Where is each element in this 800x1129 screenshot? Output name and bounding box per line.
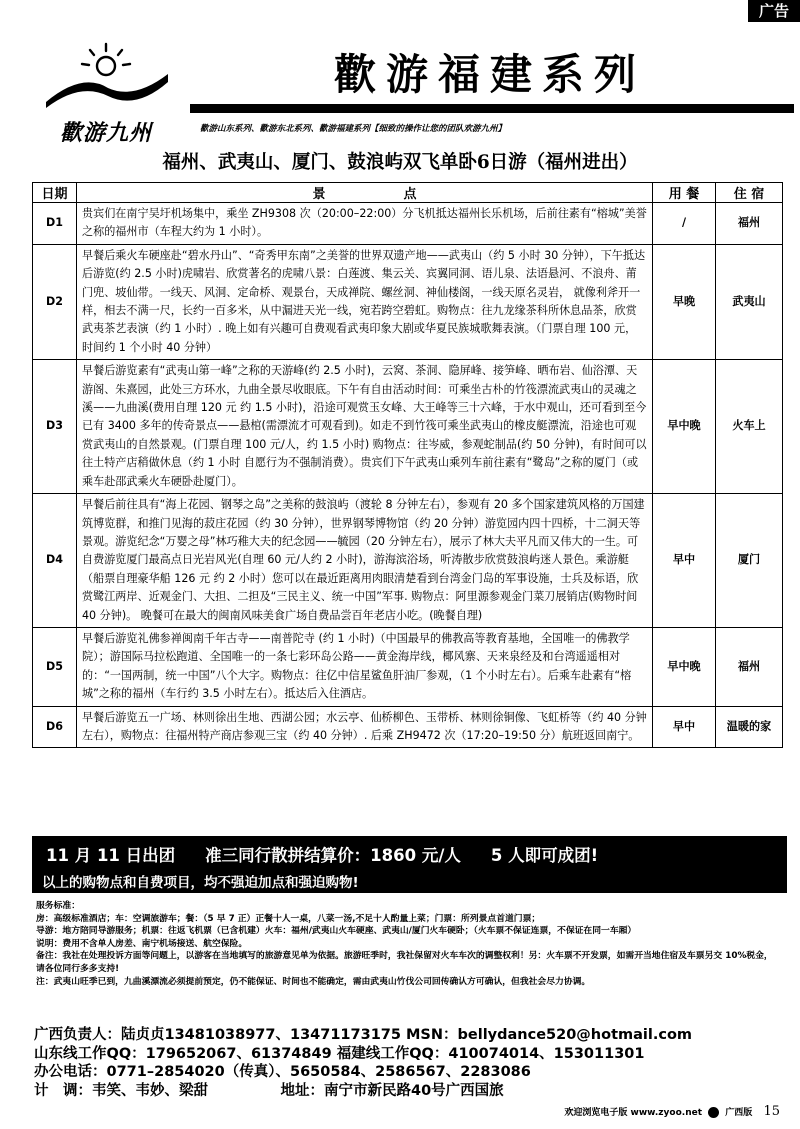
hotel-cell: 火车上	[716, 360, 783, 494]
header-sights: 景 点	[77, 183, 653, 203]
title-divider	[190, 104, 794, 113]
meal-cell: 早中	[653, 706, 716, 748]
meal-cell: 早中晚	[653, 360, 716, 494]
itinerary-cell: 早餐后前往具有“海上花园、钢琴之岛”之美称的鼓浪屿（渡轮 8 分钟左右），参观有 20 多个国家建筑风格的万国建筑博览群，和推门见海的菽庄花园（约 30 分钟），世界钢琴博物馆（约 20 分钟）游览园内四十四桥，十二洞天等景观。游览纪念“万婴之母”林巧稚大夫的纪念园——毓园（20 分钟左右），展示了林大夫平凡而又伟大的一生。可自费游览厦门最高点日光岩风光(自理 60 元/人约 2 小时)，游海滨浴场，听涛散步欣赏鼓浪屿迷人景色。乘游艇（船票自理豪华船 126 元 约 2 小时）您可以在最近距离用肉眼清楚看到台湾金门岛的军事设施，士兵及标语，欣赏鹭江两岸、近观金门、大担、二担及“三民主义、统一中国”军事. 购物点：阿里源参观金门菜刀展销店(购物时间 40 分钟)。 晚餐可在最大的闽南风味美食广场自费品尝百年老店小吃。(晚餐自理)	[77, 494, 653, 628]
page-title: 歡游福建系列	[333, 50, 646, 99]
day-cell: D2	[33, 244, 77, 359]
contact-line: 办公电话：0771–2854020（传真）、5650584、2586567、2283086	[34, 1064, 531, 1080]
service-terms	[36, 900, 781, 988]
series-line: 歡游山东系列、歡游东北系列、歡游福建系列【细致的操作让您的团队欢游九州】	[200, 124, 507, 134]
day-cell: D4	[33, 494, 77, 628]
ad-badge: 广告	[748, 0, 800, 22]
service-line: 导游：地方陪同导游服务；机票：往返飞机票（已含机建）火车：福州/武夷山火车硬座、武夷山/厦门火车硬卧；（火车票不保证连票，不保证在同一车厢）	[36, 926, 637, 937]
table-row	[33, 244, 783, 359]
service-line: 备注：我社在处理投诉方面等问题上，以游客在当地填写的旅游意见单为依据。旅游旺季时，我社保留对火车车次的调整权利！另：火车票不开发票，如需开当地住宿及车票另交 10%税金，请各位同行多多支持!	[36, 951, 773, 974]
sun-mountain-icon	[32, 38, 180, 116]
contact-line: 山东线工作QQ：179652067、61374849 福建线工作QQ：410074014、153011301	[34, 1045, 645, 1062]
meal-cell: 早晚	[653, 244, 716, 359]
price-text: 准三同行散拼结算价：1860 元/人	[205, 846, 461, 865]
day-cell: D6	[33, 706, 77, 748]
header-date: 日期	[33, 183, 77, 203]
page-footer	[564, 1104, 780, 1119]
service-line: 房：高级标准酒店；车：空调旅游车；餐：（5 早 7 正）正餐十人一桌，八菜一汤,不足十人酌量上菜；门票：所列景点首道门票；	[36, 913, 541, 924]
contact-line: 计 调：韦笑、韦妙、梁甜 地址：南宁市新民路40号广西国旅	[34, 1082, 504, 1099]
logo-text: 歡游九州	[59, 120, 152, 146]
itinerary-cell: 早餐后游览素有“武夷山第一峰”之称的天游峰(约 2.5 小时)，云窝、茶洞、隐屏峰、接笋峰、晒布岩、仙浴潭、天游阁、朱熹园，此处三方环水，九曲全景尽收眼底。下午有自由活动时间：可乘坐古朴的竹筏漂流武夷山的灵魂之溪——九曲溪(费用自理 120 元 约 1.5 小时)，沿途可观赏玉女峰、大王峰等三十六峰，于水中观山，还可看到至今已有 3400 多年的传奇景点——悬棺(需漂流才可观看到)。如走不到竹筏可乘坐武夷山的橡皮艇漂流，沿途也可观赏武夷山的自然景观。(门票自理 100 元/人，约 1.5 小时) 购物点：往岑威，参观蛇制品(约 50 分钟)，有时间可以往土特产店稍做休息（约 1 小时 自愿行为不强制消费）。贵宾们下午武夷山乘列车前往素有“鹭岛”之称的厦门（或乘车赴邵武乘火车硬卧赴厦门）。	[77, 360, 653, 494]
table-row	[33, 360, 783, 494]
contact-line: 广西负责人：陆贞贞13481038977、13471173175 MSN：bellydance520@hotmail.com	[34, 1027, 693, 1043]
table-row	[33, 706, 783, 748]
day-cell: D5	[33, 627, 77, 706]
meal-cell: 早中晚	[653, 627, 716, 706]
hotel-cell: 温暖的家	[716, 706, 783, 748]
table-row	[33, 203, 783, 245]
itinerary-cell: 早餐后游览礼佛参禅闽南千年古寺——南普陀寺 (约 1 小时)（中国最早的佛教高等教育基地，全国唯一的佛教学院）；游国际马拉松跑道、全国唯一的一条七彩环岛公路——黄金海岸线，椰风寨、天来泉经及和台湾遥遥相对的：“一国两制，统一中国”八个大字。购物点：往亿中信星鲨鱼肝油厂参观，（1 个小时左右）。后乘车赴素有“榕城”之称的福州（车行约 3.5 小时左右）。抵达后入住酒店。	[77, 627, 653, 706]
header-lodging: 住 宿	[716, 183, 783, 203]
hotel-cell: 武夷山	[716, 244, 783, 359]
hotel-cell: 福州	[716, 627, 783, 706]
company-logo	[32, 38, 180, 150]
meal-cell: /	[653, 203, 716, 245]
hotel-cell: 福州	[716, 203, 783, 245]
footer-brand: 广西版	[725, 1108, 753, 1118]
hotel-cell: 厦门	[716, 494, 783, 628]
itinerary-table	[32, 182, 783, 748]
day-cell: D3	[33, 360, 77, 494]
header-meals: 用 餐	[653, 183, 716, 203]
contact-block	[34, 1026, 794, 1100]
table-header-row	[33, 183, 783, 203]
service-line: 说明：费用不含单人房差、南宁机场接送、航空保险。	[36, 938, 248, 949]
footer-site: 欢迎浏览电子版 www.zyoo.net	[564, 1108, 703, 1118]
table-row	[33, 627, 783, 706]
shopping-note: 以上的购物点和自费项目，均不强迫加点和强迫购物!	[42, 875, 359, 891]
service-heading: 服务标准：	[36, 901, 80, 911]
price-banner	[32, 836, 787, 893]
departure-date: 11 月 11 日出团	[46, 846, 176, 865]
brand-icon	[708, 1107, 719, 1118]
page-number: 15	[763, 1104, 780, 1119]
min-group-text: 5 人即可成团!	[490, 846, 599, 865]
trip-title: 福州、武夷山、厦门、鼓浪屿双飞单卧6日游（福州进出）	[162, 152, 638, 173]
day-cell: D1	[33, 203, 77, 245]
service-line: 注：武夷山旺季已到，九曲溪漂流必须提前预定，仍不能保证、时间也不能确定，需由武夷山竹伐公司回传确认方可确认，但我社会尽力协调。	[36, 976, 591, 987]
meal-cell: 早中	[653, 494, 716, 628]
itinerary-cell: 贵宾们在南宁吴圩机场集中，乘坐 ZH9308 次（20:00–22:00）分飞机抵达福州长乐机场，后前往素有“榕城”美誉之称的福州市（车程大约为 1 小时）。	[77, 203, 653, 245]
itinerary-cell: 早餐后乘火车硬座赴“碧水丹山”、“奇秀甲东南”之美誉的世界双遗产地——武夷山（约 5 小时 30 分钟），下午抵达后游览(约 2.5 小时)虎啸岩、欣赏著名的虎啸八景：白莲渡、集云关、宾翼同洞、语儿泉、法语悬河、不浪舟、莆门兜、坡仙带。一线天、风洞、定命桥、观景台，天成禅院、螺丝洞、神仙楼阁，一线天原名灵岩， 就像利斧开一样，相去不满一尺，长约一百多米，从中漏进天光一线，宛若跨空碧虹。购物点：往九龙缘茶科所休息品茶，欣赏武夷茶艺表演（约 1 小时）. 晚上如有兴趣可自费观看武夷印象大剧或华夏民族城歌舞表演。（门票自理 100 元，时间约 1 个小时 40 分钟）	[77, 244, 653, 359]
price-line	[46, 842, 598, 866]
table-row	[33, 494, 783, 628]
itinerary-cell: 早餐后游览五一广场、林则徐出生地、西湖公园；水云亭、仙桥柳色、玉带桥、林则徐铜像、飞虹桥等（约 40 分钟左右），购物点：往福州特产商店参观三宝（约 40 分钟）. 后乘 ZH9472 次（17:20–19:50 分）航班返回南宁。	[77, 706, 653, 748]
